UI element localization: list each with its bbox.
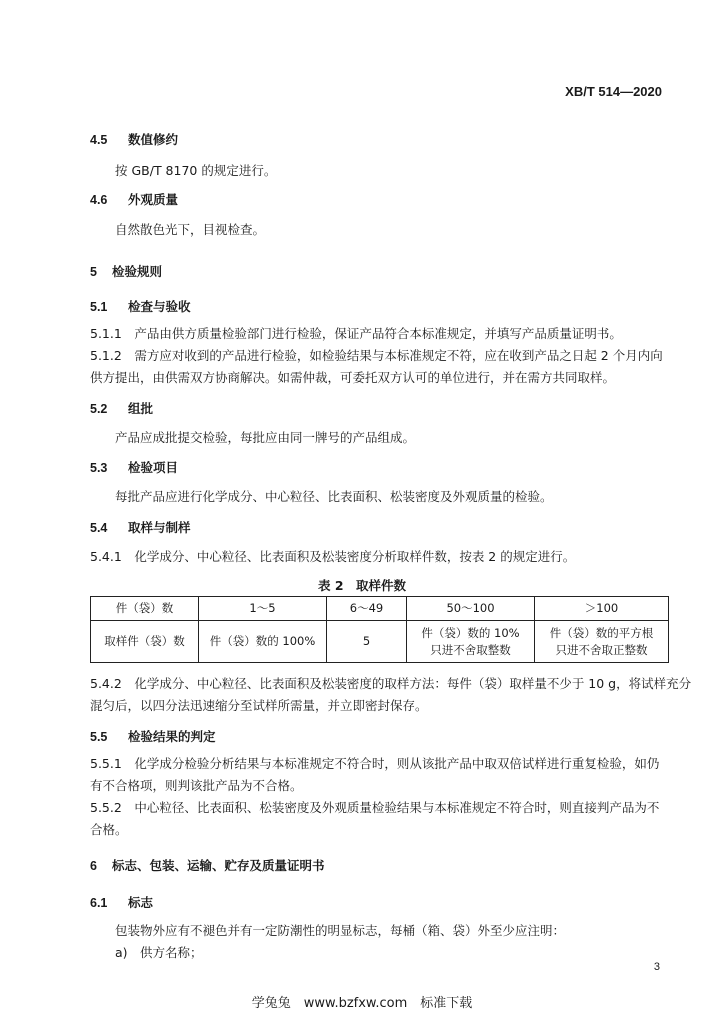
paragraph-4-6: 自然散色光下，目视检查。 <box>115 222 266 237</box>
paragraph-5-3: 每批产品应进行化学成分、中心粒径、比表面积、松装密度及外观质量的检验。 <box>115 489 553 504</box>
page-number: 3 <box>653 961 660 973</box>
clause-5-5-1-line-2: 有不合格项，则判该批产品为不合格。 <box>90 778 303 793</box>
clause-number: 5.1.1 <box>90 326 122 341</box>
row-label-cell: 取样件（袋）数 <box>91 621 199 663</box>
clause-5-1-2-line-2: 供方提出，由供需双方协商解决。如需仲裁，可委托双方认可的单位进行，并在需方共同取样。 <box>90 370 616 385</box>
clause-text-line-1: 中心粒径、比表面积、松装密度及外观质量检验结果与本标准规定不符合时，则直接判产品为不 <box>134 800 660 815</box>
sampling-table <box>90 596 669 663</box>
section-title: 组批 <box>128 401 154 416</box>
clause-5-5-2 <box>90 797 659 819</box>
heading-5 <box>90 262 162 280</box>
clause-text: 化学成分、中心粒径、比表面积及松装密度分析取样件数，按表 2 的规定进行。 <box>134 549 576 564</box>
heading-4-5 <box>90 130 178 148</box>
clause-number: 5.1.2 <box>90 348 122 363</box>
clause-text-line-1: 需方应对收到的产品进行检验，如检验结果与本标准规定不符，应在收到产品之日起 2 个月内向 <box>134 348 663 363</box>
table-cell: 件（袋）数的 100% <box>199 621 327 663</box>
cell-line: 只进不舍取整数 <box>430 642 511 657</box>
clause-text: 产品由供方质量检验部门进行检验，保证产品符合本标准规定，并填写产品质量证明书。 <box>134 326 622 341</box>
clause-5-5-1 <box>90 753 659 775</box>
clause-number: 5.4.2 <box>90 676 122 691</box>
clause-number: 5.5.1 <box>90 756 122 771</box>
paragraph-5-2: 产品应成批提交检验，每批应由同一牌号的产品组成。 <box>115 430 416 445</box>
heading-6 <box>90 856 325 874</box>
section-number: 4.6 <box>90 193 108 207</box>
heading-5-2 <box>90 399 153 417</box>
heading-5-1 <box>90 297 191 315</box>
section-title: 检验结果的判定 <box>128 729 216 744</box>
chapter-number: 6 <box>90 859 97 873</box>
header-cell: ＞100 <box>535 597 669 621</box>
chapter-number: 5 <box>90 265 97 279</box>
heading-6-1 <box>90 893 153 911</box>
header-cell: 件（袋）数 <box>91 597 199 621</box>
clause-5-5-2-line-2: 合格。 <box>90 822 128 837</box>
clause-5-1-2 <box>90 345 663 367</box>
clause-5-4-2 <box>90 673 691 695</box>
table-cell <box>407 621 535 663</box>
table-row <box>91 621 669 663</box>
section-number: 5.5 <box>90 730 108 744</box>
clause-5-4-1 <box>90 546 575 568</box>
list-item-a: a) 供方名称； <box>115 945 203 960</box>
table-cell <box>535 621 669 663</box>
section-number: 5.1 <box>90 300 108 314</box>
table-cell: 5 <box>327 621 407 663</box>
standard-code: XB/T 514—2020 <box>565 84 662 99</box>
section-title: 标志 <box>128 895 154 910</box>
header-cell: 6～49 <box>327 597 407 621</box>
paragraph-6-1: 包装物外应有不褪色并有一定防潮性的明显标志，每桶（箱、袋）外至少应注明： <box>115 923 566 938</box>
heading-4-6 <box>90 190 178 208</box>
clause-number: 5.5.2 <box>90 800 122 815</box>
clause-5-1-1 <box>90 323 622 345</box>
heading-5-4 <box>90 518 191 536</box>
section-title: 数值修约 <box>128 132 179 147</box>
clause-text-line-1: 化学成分检验分析结果与本标准规定不符合时，则从该批产品中取双倍试样进行重复检验，如仍 <box>134 756 660 771</box>
section-title: 检验项目 <box>128 460 179 475</box>
footer-watermark: 学兔兔 www.bzfxw.com 标准下载 <box>251 996 473 1011</box>
section-title: 检查与验收 <box>128 299 191 314</box>
heading-5-3 <box>90 458 178 476</box>
paragraph-4-5: 按 GB/T 8170 的规定进行。 <box>115 163 277 178</box>
section-number: 6.1 <box>90 896 108 910</box>
header-cell: 1～5 <box>199 597 327 621</box>
clause-text-line-1: 化学成分、中心粒径、比表面积及松装密度的取样方法：每件（袋）取样量不少于 10 g，将试样充分 <box>134 676 692 691</box>
table-title: 表 2 取样件数 <box>317 578 407 593</box>
cell-line: 件（袋）数的平方根 <box>549 625 654 640</box>
section-number: 4.5 <box>90 133 108 147</box>
clause-5-4-2-line-2: 混匀后，以四分法迅速缩分至试样所需量，并立即密封保存。 <box>90 698 428 713</box>
section-number: 5.4 <box>90 521 108 535</box>
section-title: 外观质量 <box>128 192 179 207</box>
section-title: 取样与制样 <box>128 520 191 535</box>
clause-number: 5.4.1 <box>90 549 122 564</box>
chapter-title: 检验规则 <box>112 264 163 279</box>
cell-line: 件（袋）数的 10% <box>421 625 520 640</box>
section-number: 5.3 <box>90 461 108 475</box>
header-cell: 50～100 <box>407 597 535 621</box>
table-header-row <box>91 597 669 621</box>
section-number: 5.2 <box>90 402 108 416</box>
cell-line: 只进不舍取正整数 <box>555 642 648 657</box>
chapter-title: 标志、包装、运输、贮存及质量证明书 <box>112 858 325 873</box>
heading-5-5 <box>90 727 216 745</box>
